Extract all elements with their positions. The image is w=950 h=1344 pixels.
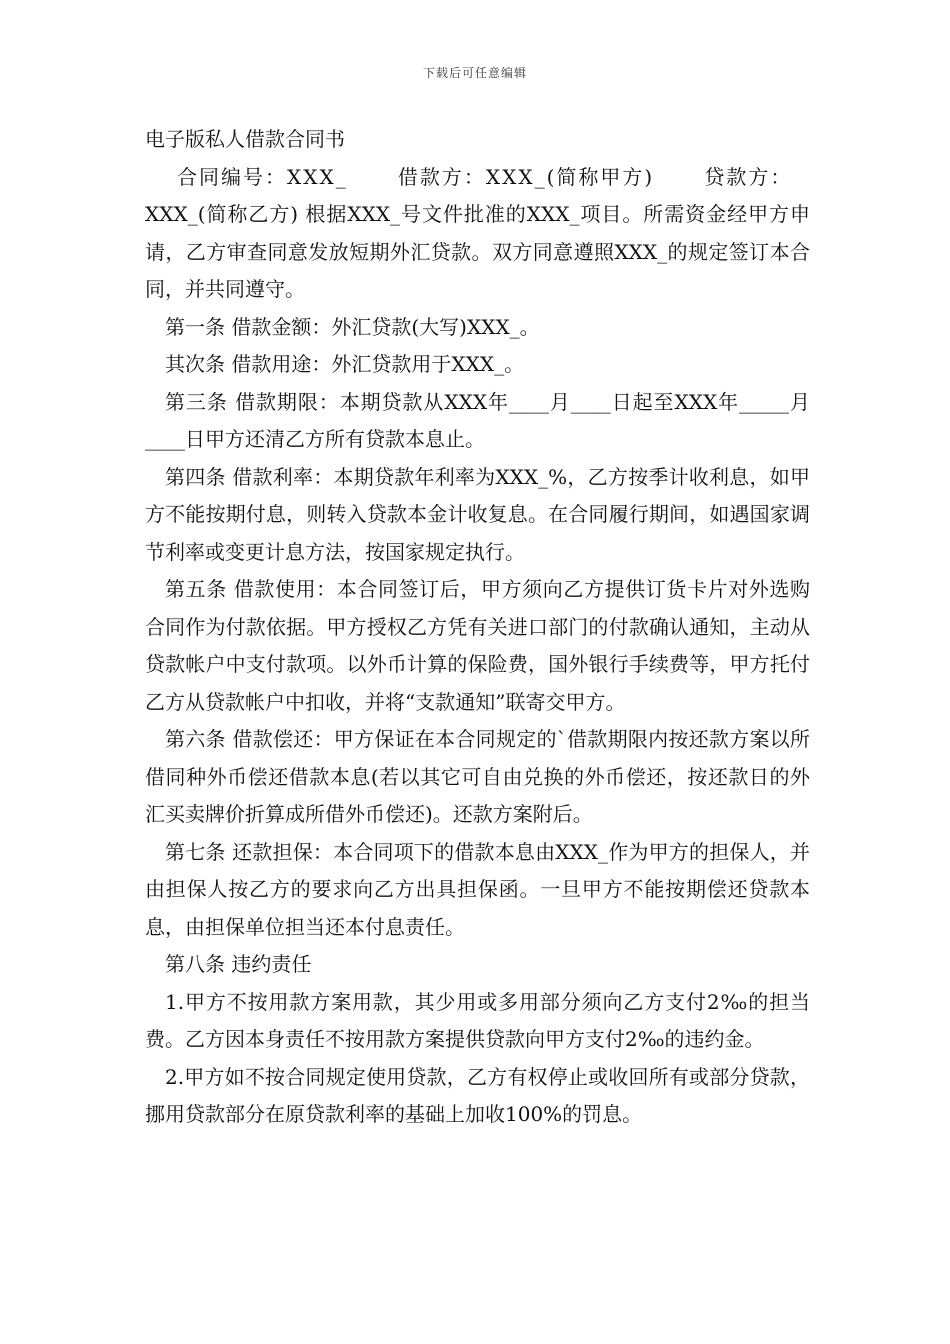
document-title: 电子版私人借款合同书 [145,127,345,151]
article-8-item-2: 2.甲方如不按合同规定使用贷款，乙方有权停止或收回所有或部分贷款，挪用贷款部分在原贷款利率的基础上加收100%的罚息。 [145,1064,810,1126]
article-8-heading: 第八条 违约责任 [165,952,312,976]
article-7: 第七条 还款担保：本合同项下的借款本息由XXX_作为甲方的担保人，并由担保人按乙方的要求向乙方出具担保函。一旦甲方不能按期偿还贷款本息，由担保单位担当还本付息责任。 [145,839,810,939]
document-body [145,121,810,1134]
article-3: 第三条 借款期限：本期贷款从XXX年____月____日起至XXX年_____月____日甲方还清乙方所有贷款本息止。 [145,389,810,451]
article-2: 其次条 借款用途：外汇贷款用于XXX_。 [165,352,525,376]
article-1: 第一条 借款金额：外汇贷款(大写)XXX_。 [165,314,540,339]
article-8-item-1: 1.甲方不按用款方案用款，其少用或多用部分须向乙方支付2‰的担当费。乙方因本身责任不按用款方案提供贷款向甲方支付2‰的违约金。 [145,989,810,1051]
header-note: 下载后可任意编辑 [422,66,527,80]
article-5: 第五条 借款使用：本合同签订后，甲方须向乙方提供订货卡片对外选购合同作为付款依据。甲方授权乙方凭有关进口部门的付款确认通知，主动从贷款帐户中支付款项。以外币计算的保险费，国外银行手续费等，甲方托付乙方从贷款帐户中扣收，并将“支款通知”联寄交甲方。 [145,577,810,714]
article-6: 第六条 借款偿还：甲方保证在本合同规定的`借款期限内按还款方案以所借同种外币偿还借款本息(若以其它可自由兑换的外币偿还，按还款日的外汇买卖牌价折算成所借外币偿还)。还款方案附后。 [145,727,810,826]
contract-meta-line: 合同编号：XXX_ 借款方：XXX_(简称甲方) 贷款方： [177,164,793,189]
article-4: 第四条 借款利率：本期贷款年利率为XXX_%，乙方按季计收利息，如甲方不能按期付息，则转入贷款本金计收复息。在合同履行期间，如遇国家调节利率或变更计息方法，按国家规定执行。 [145,464,810,564]
intro-paragraph: XXX_(简称乙方) 根据XXX_号文件批准的XXX_项目。所需资金经甲方申请，乙方审查同意发放短期外汇贷款。双方同意遵照XXX_的规定签订本合同，并共同遵守。 [145,202,810,301]
